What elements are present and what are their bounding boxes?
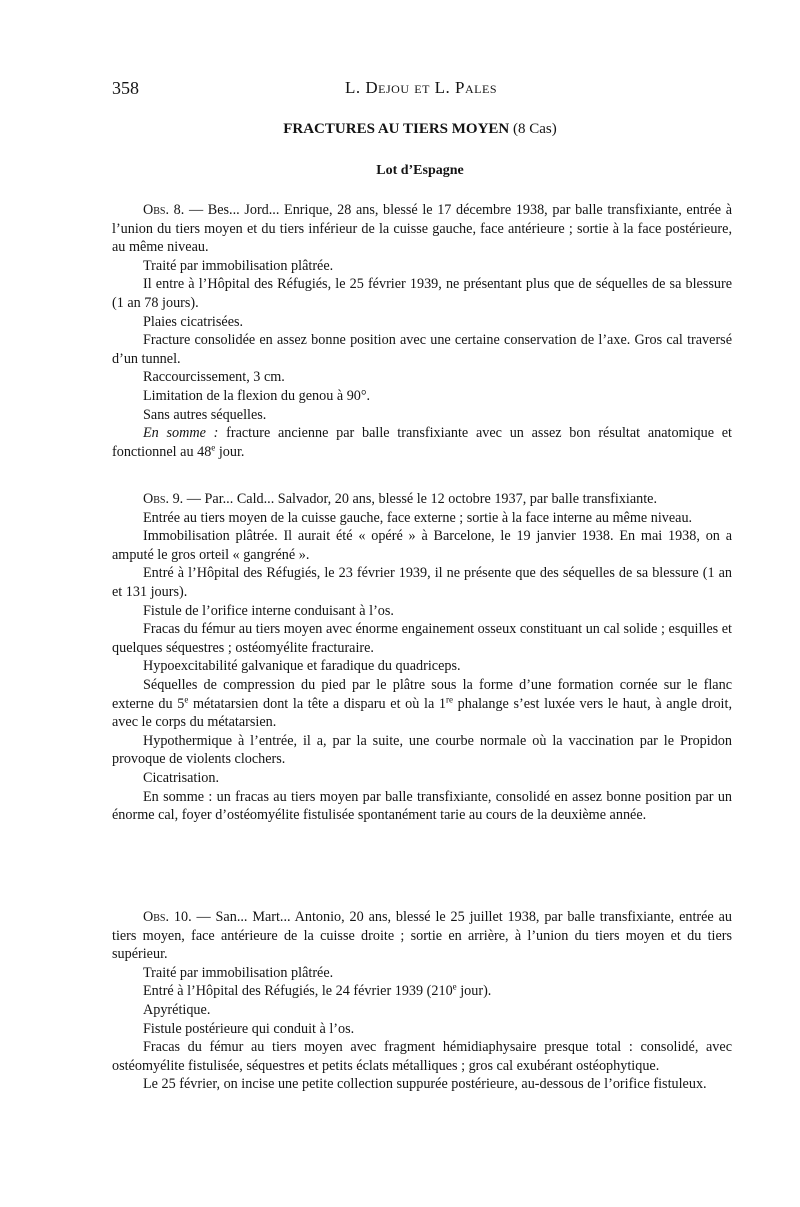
paragraph: Plaies cicatrisées. [143, 313, 244, 330]
paragraph: Entré à l’Hôpital des Réfugiés, le 23 février 1939, il ne présente que des séquelles de sa blessure (1 an et 131 jours). [112, 565, 732, 600]
paragraph: Limitation de la flexion du genou à 90°. [143, 387, 371, 404]
ordinal-superscript: e [452, 981, 457, 992]
observation-intro [112, 490, 732, 509]
observation-8 [112, 201, 732, 461]
paragraph: Fracture consolidée en assez bonne position avec une certaine conservation de l’axe. Gros cal traversé d’un tunnel. [112, 332, 732, 367]
sequelae-text-a: Séquelles de compression du pied par le plâtre sous la forme d’une formation cornée sur le flanc externe du 5 [112, 676, 732, 712]
paragraph: Traité par immobilisation plâtrée. [143, 964, 334, 981]
observation-label: Obs. 9. [143, 491, 184, 507]
admission-end: jour). [456, 983, 492, 1000]
observation-10 [112, 908, 732, 1094]
author1-name: ejou [378, 78, 410, 97]
observation-intro-text: — San... Mart... Antonio, 20 ans, blessé le 25 juillet 1938, par balle transfixiante, entrée au tiers moyen, face antérieure de la cuisse droite ; sortie en arrière, à l’union du tiers moyen et du tiers supérieur. [112, 909, 732, 963]
author1-initial: L. D [344, 78, 379, 97]
paragraph: Il entre à l’Hôpital des Réfugiés, le 25 février 1939, ne présentant plus que de séquelles de sa blessure (1 an 78 jours). [112, 276, 732, 311]
paragraph: Apyrétique. [143, 1001, 211, 1018]
paragraph: Le 25 février, on incise une petite collection suppurée postérieure, au-dessous de l’orifice fistuleux. [143, 1076, 707, 1093]
paragraph: Entrée au tiers moyen de la cuisse gauche, face externe ; sortie à la face interne au même niveau. [143, 509, 693, 526]
ordinal-superscript: e [184, 693, 189, 704]
page-number: 358 [112, 78, 139, 98]
sequelae-paragraph [112, 676, 732, 732]
observation-intro-text: — Par... Cald... Salvador, 20 ans, blessé le 12 octobre 1937, par balle transfixiante. [183, 491, 658, 507]
author2-name: ales [465, 78, 498, 97]
admission-paragraph [112, 982, 732, 1001]
running-head [112, 78, 730, 98]
section-title [100, 121, 740, 138]
page-header [112, 78, 730, 102]
observation-intro [112, 201, 732, 257]
paragraph: Fracas du fémur au tiers moyen avec fragment hémidiaphysaire presque total : consolidé, avec ostéomyélite fistulisée, séquestres et petits éclats métalliques ; gros cal exubérant ostéophytique. [112, 1039, 732, 1074]
observation-9 [112, 490, 732, 825]
paragraph: Fistule de l’orifice interne conduisant à l’os. [143, 602, 394, 619]
paragraph: Fracas du fémur au tiers moyen avec énorme engainement osseux constituant un cal solide ; esquilles et quelques séquestres ; ostéomyélite fracturaire. [112, 621, 732, 656]
paragraph: Hypoexcitabilité galvanique et faradique du quadriceps. [143, 658, 461, 675]
observation-label: Obs. 10. [143, 909, 192, 925]
observation-intro [112, 908, 732, 964]
paragraph: Raccourcissement, 3 cm. [143, 369, 285, 386]
summary-paragraph: En somme : un fracas au tiers moyen par balle transfixiante, consolidé en assez bonne position par un énorme cal, foyer d’ostéomyélite fistulisée spontanément tarie au cours de la deuxième année. [112, 788, 732, 824]
ordinal-superscript: re [445, 693, 453, 704]
summary-paragraph [112, 424, 732, 461]
summary-end: jour. [215, 443, 245, 460]
paragraph: Sans autres séquelles. [143, 406, 267, 423]
paragraph: Hypothermique à l’entrée, il a, par la suite, une courbe normale où la vaccination par le Propidon provoque de violents clochers. [112, 732, 732, 768]
ordinal-superscript: e [211, 441, 216, 452]
summary-text: fracture ancienne par balle transfixiante avec un assez bon résultat anatomique et fonctionnel au 48 [112, 425, 733, 460]
summary-lead: En somme : [143, 425, 219, 442]
observation-label: Obs. 8. [143, 202, 185, 218]
admission-text: Entré à l’Hôpital des Réfugiés, le 24 février 1939 (210 [143, 983, 453, 1000]
section-title-text: FRACTURES AU TIERS MOYEN [283, 121, 510, 137]
paragraph: Immobilisation plâtrée. Il aurait été « opéré » à Barcelone, le 19 janvier 1938. En mai 1938, on a amputé le gros orteil « gangréné ». [112, 528, 732, 563]
paragraph: Cicatrisation. [143, 769, 220, 786]
section-case-count: (8 Cas) [509, 121, 557, 137]
paragraph: Fistule postérieure qui conduit à l’os. [143, 1020, 355, 1037]
sequelae-text-b: métatarsien dont la tête a disparu et où la 1 [188, 695, 446, 712]
sequelae-text-c: phalange s’est luxée vers le haut, à angle droit, avec le corps du métatarsien. [112, 695, 732, 731]
observation-intro-text: — Bes... Jord... Enrique, 28 ans, blessé le 17 décembre 1938, par balle transfixiante, entrée à l’union du tiers moyen et du tiers inférieur de la cuisse gauche, face antérieure ; sortie à la face postérieure, au même niveau. [112, 202, 732, 256]
author2-initial: L. P [434, 78, 466, 97]
section-subtitle: Lot d’Espagne [376, 163, 464, 178]
author-conjunction: et [409, 78, 435, 97]
paragraph: Traité par immobilisation plâtrée. [143, 257, 334, 274]
